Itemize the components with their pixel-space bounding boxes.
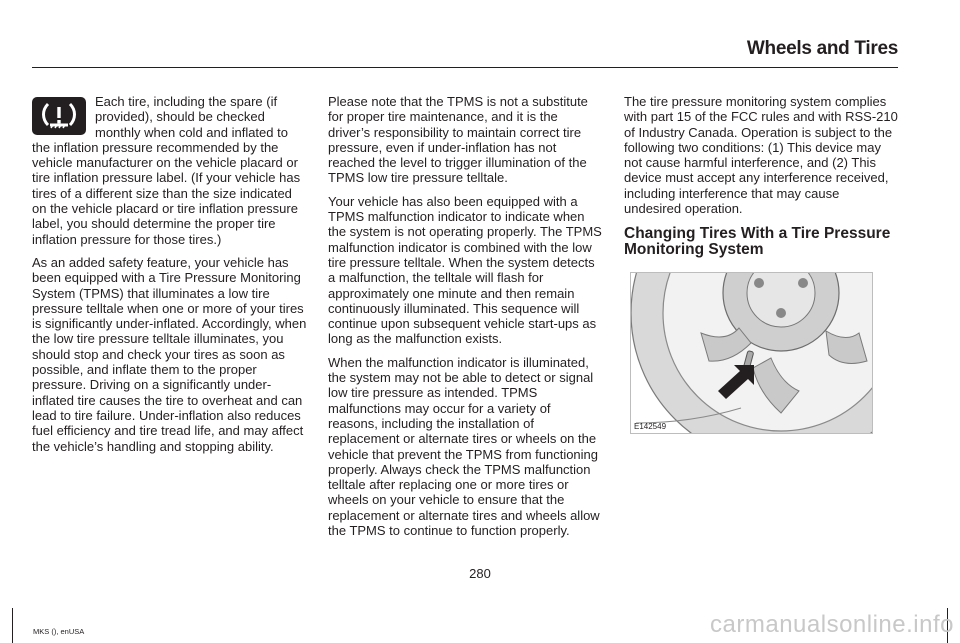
paragraph: When the malfunction indicator is illuminated, the system may not be able to detect or signal low tire pressure as intended. TPMS malfunctions may occur for a variety of reasons, including the installation of replacement or alternate tires or wheels on the vehicle that prevent the TPMS from functioning properly. Always check the TPMS malfunction telltale after replacing one or more tires or wheels on your vehicle to ensure that the replacement or alternate tires and wheels allow the TPMS to continue to function properly.: [328, 354, 600, 539]
page-header-title: Wheels and Tires: [746, 38, 898, 59]
column-1: [32, 94, 307, 462]
header-divider: [32, 67, 898, 68]
figure-id: E142549: [634, 422, 667, 431]
crop-mark: [12, 608, 13, 643]
paragraph: Please note that the TPMS is not a substitute for proper tire maintenance, and it is the driver’s responsibility to maintain correct tire pressure, even if under-inflation has not reached the level to trigger illumination of the TPMS low tire pressure telltale.: [328, 94, 588, 186]
page-number: 280: [469, 566, 491, 581]
tpms-warning-icon: [32, 97, 86, 135]
paragraph: Your vehicle has also been equipped with a TPMS malfunction indicator to indicate when the system is not operating properly. The TPMS malfunction indicator is combined with the low tire pressure telltale. When the system detects a malfunction, the telltale will flash for approximately one minute and then remain continuously illuminated. This sequence will continue upon subsequent vehicle start-ups as long as the malfunction exists.: [328, 193, 602, 347]
tire-valve-illustration: [630, 272, 873, 434]
column-2: [328, 94, 603, 546]
pointer-arrow-icon: [714, 361, 760, 401]
document-id: MKS (), enUSA: [33, 627, 85, 636]
paragraph: The tire pressure monitoring system complies with part 15 of the FCC rules and with RSS-210 of Industry Canada. Operation is subject to the following two conditions: (1) This device may not cause harmful interference, and (2) This device must accept any interference received, including interference that may cause undesired operation.: [624, 94, 898, 217]
paragraph: Each tire, including the spare (if provided), should be checked monthly when cold and inflated to the inflation pressure recommended by the vehicle manufacturer on the vehicle placard or tire inflation pressure label. (If your vehicle has tires of a different size than the size indicated on the vehicle placard or tire inflation pressure label, you should determine the proper tire inflation pressure for those tires.): [32, 94, 301, 247]
section-heading: Changing Tires With a Tire Pressure Monitoring System: [624, 225, 891, 259]
watermark: carmanualsonline.info: [710, 611, 954, 638]
paragraph: As an added safety feature, your vehicle has been equipped with a Tire Pressure Monitoring System (TPMS) that illuminates a low tire pressure telltale when one or more of your tires is significantly under-inflated. Accordingly, when the low tire pressure telltale illuminates, you should stop and check your tires as soon as possible, and inflate them to the proper pressure. Driving on a significantly under-inflated tire causes the tire to overheat and can lead to tire failure. Under-inflation also reduces fuel efficiency and tire tread life, and may affect the vehicle’s handling and stopping ability.: [32, 254, 307, 454]
column-3: [624, 94, 899, 258]
wheel-drawing: [631, 273, 872, 433]
